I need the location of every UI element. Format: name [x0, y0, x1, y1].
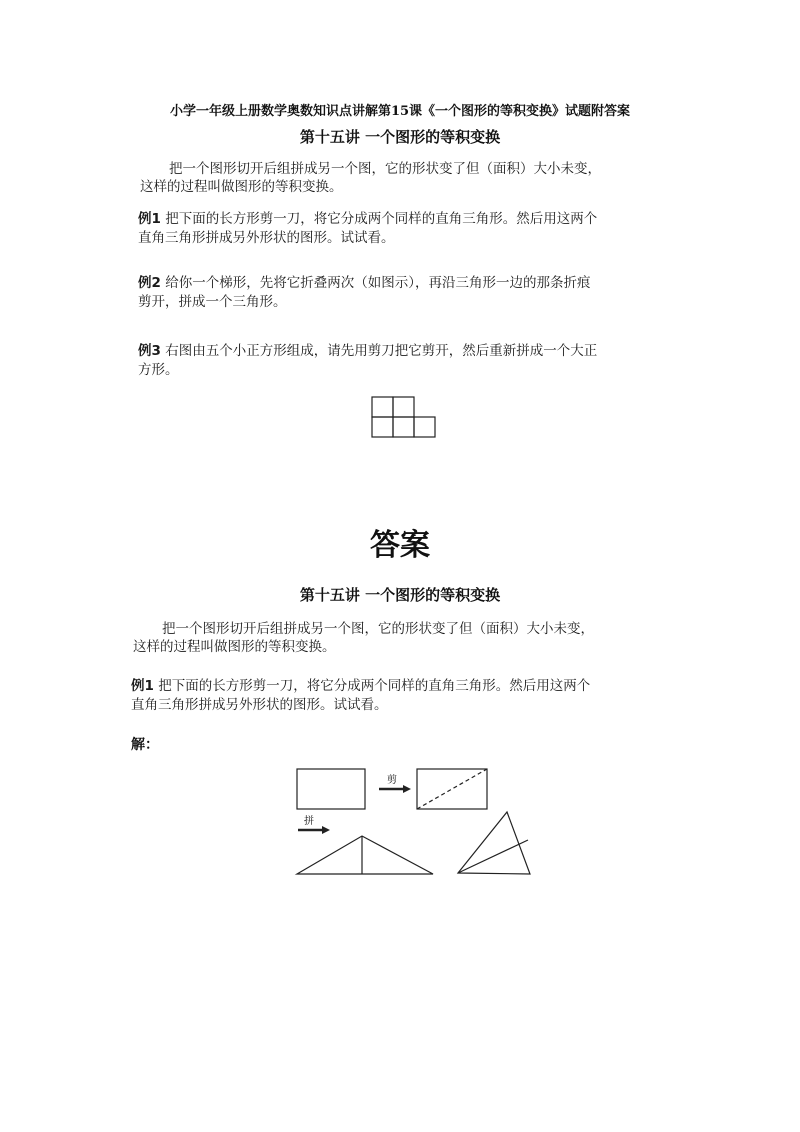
cut-label: 剪: [387, 775, 397, 786]
joined-obtuse-triangle: [458, 812, 530, 874]
example-3-text: 右图由五个小正方形组成，请先用剪刀把它剪开，然后重新拼成一个大正: [165, 343, 598, 359]
square-top-middle: [393, 397, 414, 417]
original-rectangle: [297, 769, 365, 809]
example-3-line-2: 方形。: [138, 362, 179, 378]
answer-example-1-text: 把下面的长方形剪一刀，将它分成两个同样的直角三角形。然后用这两个: [158, 678, 591, 694]
five-squares-figure: [370, 395, 440, 441]
answer-heading: 答案: [370, 528, 430, 563]
example-3-line-1: [138, 342, 597, 361]
example-1-label: 例1: [138, 211, 161, 227]
answer-intro-line-2: 这样的过程叫做图形的等积变换。: [133, 639, 336, 655]
square-bottom-right: [414, 417, 435, 437]
document-title: 小学一年级上册数学奥数知识点讲解第15课《一个图形的等积变换》试题附答案: [169, 104, 631, 119]
answer-example-1-line-1: [131, 677, 590, 696]
join-label: 拼: [304, 816, 314, 827]
intro-line-2: 这样的过程叫做图形的等积变换。: [140, 179, 343, 195]
lecture-title: 第十五讲 一个图形的等积变换: [299, 128, 501, 146]
answer-example-1-label: 例1: [131, 678, 154, 694]
example-1-text: 把下面的长方形剪一刀，将它分成两个同样的直角三角形。然后用这两个: [165, 211, 598, 227]
answer-example-1-line-2: 直角三角形拼成另外形状的图形。试试看。: [131, 697, 388, 713]
solution-label: 解：: [131, 737, 159, 753]
obtuse-triangle-seam: [458, 840, 528, 873]
intro-line-1: 把一个图形切开后组拼成另一个图，它的形状变了但（面积）大小未变，: [169, 161, 601, 177]
square-bottom-middle: [393, 417, 414, 437]
cut-rectangle: [417, 769, 487, 809]
cut-line: [417, 769, 487, 809]
square-bottom-left: [372, 417, 393, 437]
example-2-line-2: 剪开，拼成一个三角形。: [138, 294, 287, 310]
joined-isosceles-triangle: [297, 836, 433, 874]
solution-diagram: [290, 760, 540, 884]
square-top-left: [372, 397, 393, 417]
example-1-line-1: [138, 210, 597, 229]
join-arrow-icon: [298, 826, 330, 834]
example-2-label: 例2: [138, 275, 161, 291]
example-1-line-2: 直角三角形拼成另外形状的图形。试试看。: [138, 230, 395, 246]
example-2-line-1: [138, 274, 590, 293]
example-3-label: 例3: [138, 343, 161, 359]
cut-arrow-icon: [379, 785, 411, 793]
answer-lecture-title: 第十五讲 一个图形的等积变换: [299, 586, 501, 604]
answer-intro-line-1: 把一个图形切开后组拼成另一个图，它的形状变了但（面积）大小未变，: [162, 621, 594, 637]
example-2-text: 给你一个梯形，先将它折叠两次（如图示），再沿三角形一边的那条折痕: [165, 275, 591, 291]
